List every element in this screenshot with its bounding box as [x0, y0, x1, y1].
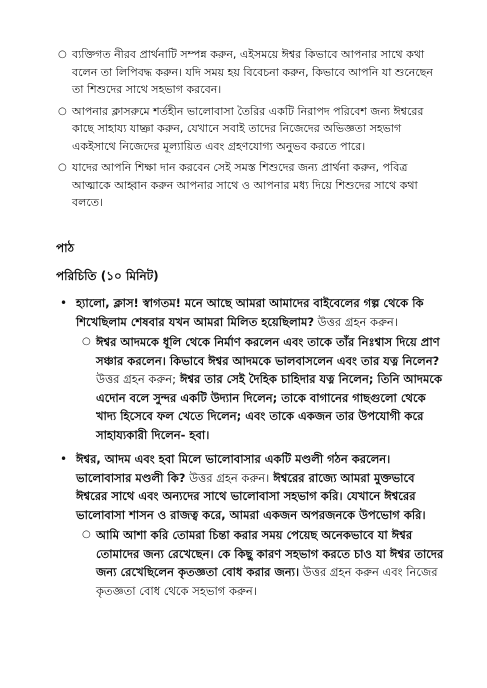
lesson-heading: পাঠ	[56, 241, 75, 255]
answer-text: ঈশ্বরের রাজ্যে আমরা মুক্তভাবে ঈশ্বরের সাথে এবং অন্যদের সাথে ভালোবাসা সহভাগ করি। যেখানে ঈশ্বরের ভালোবাসা শাসন ও রাজত্ব করে, আমরা একজন অপরজনকে উপভোগ করি।	[76, 470, 426, 522]
intro-heading: পরিচিতি (১০ মিনিট)	[56, 269, 159, 283]
list-item	[60, 294, 446, 444]
list-item-text: যাদের আপনি শিক্ষা দান করবেন সেই সমস্ত শিশুদের জন্য প্রার্থনা করুন, পবিত্র আত্মাকে আহ্বান করুন আপনার সাথে ও আপনার মধ্য দিয়ে শিশুদের সাথে কথা বলতে।	[72, 161, 418, 209]
intro-list	[60, 294, 446, 606]
circle-bullet-icon: ○	[82, 529, 91, 540]
question-text: ঈশ্বর, আদম এবং হবা মিলে ভালোবাসার একটি মণ্ডলী গঠন করলেন। ভালোবাসার মণ্ডলী কি?	[76, 452, 391, 485]
nested-list	[76, 526, 446, 600]
list-item	[58, 46, 444, 99]
instruction-text: উত্তর গ্রহন করুন।	[185, 470, 270, 485]
list-item	[60, 450, 446, 600]
list-item	[82, 526, 446, 600]
bullet-icon: •	[60, 296, 68, 310]
list-item-text: আপনার ক্লাসরুমে শর্তহীন ভালোবাসা তৈরির একটি নিরাপদ পরিবেশ জন্য ঈশ্বরের কাছে সাহায্য যাচ্ঞা করুন, যেখানে সবাই তাদের নিজেদের অভিজ্ঞতা সহভাগ একইসাথে নিজেদের মূল্যায়িত এবং গ্রহণযোগ্য অনুভব করতে পারে।	[72, 104, 424, 153]
circle-bullet-icon: ○	[58, 105, 67, 117]
circle-bullet-icon: ○	[82, 336, 91, 347]
question-text: হ্যালো, ক্লাস! স্বাগতম! মনে আছে আমরা আমাদের বাইবেলের গল্প থেকে কি শিখেছিলাম শেষবার যখন আমরা মিলিত হয়েছিলাম?	[76, 296, 424, 329]
list-item-text: ব্যক্তিগত নীরব প্রার্থনাটি সম্পন্ন করুন, এইসময়ে ঈশ্বর কিভাবে আপনার সাথে কথা বলেন তা লিপিবদ্ধ করুন। যদি সময় হয় বিবেচনা করুন, কিভাবে আপনি যা শুনেছেন তা শিশুদের সাথে সহভাগ করবেন।	[72, 48, 433, 96]
list-item	[58, 103, 444, 156]
answer-text: ঈশ্বর তার সেই দৈহিক চাহিদার যত্ন নিলেন; তিনি আদমকে এদোন বলে সুন্দর একটি উদ্যান দিলেন; তাকে বাগানের গাছগুলো থেকে খাদ্য হিসেবে ফল খেতে দিলেন; এবং তাকে একজন তার উপযোগী করে সাহায্যকারী দিলেন- হবা।	[96, 372, 443, 442]
nested-list	[76, 333, 446, 444]
question-text: ঈশ্বর আদমকে ধূলি থেকে নির্মাণ করলেন এবং তাকে তাঁর নিঃশ্বাস দিয়ে প্রাণ সঞ্চার করলেন। কিভাবে ঈশ্বর আদমকে ভালবাসলেন এবং তার যত্ন নিলেন?	[96, 335, 440, 368]
instruction-text: উত্তর গ্রহন করুন এবং নিজের কৃতজ্ঞতা বোধ থেকে সহভাগ করুন।	[96, 565, 438, 598]
bullet-icon: •	[60, 452, 68, 466]
list-item	[58, 159, 444, 212]
question-text: আমি আশা করি তোমরা চিন্তা করার সময় পেয়েছ অনেকভাবে যা ঈশ্বর তোমাদের জন্য রেখেছেন। কে কিছু কারণ সহভাগ করতে চাও যা ঈশ্বর তাদের জন্য রেখেছিলেন কৃতজ্ঞতা বোধ করার জন্য।	[96, 528, 444, 579]
circle-bullet-icon: ○	[58, 49, 67, 60]
list-item	[82, 333, 446, 444]
instruction-text: উত্তর গ্রহন করুন।	[314, 314, 398, 329]
preparation-list	[58, 46, 444, 216]
circle-bullet-icon: ○	[58, 162, 67, 173]
instruction-text: উত্তর গ্রহন করুন;	[96, 372, 176, 386]
